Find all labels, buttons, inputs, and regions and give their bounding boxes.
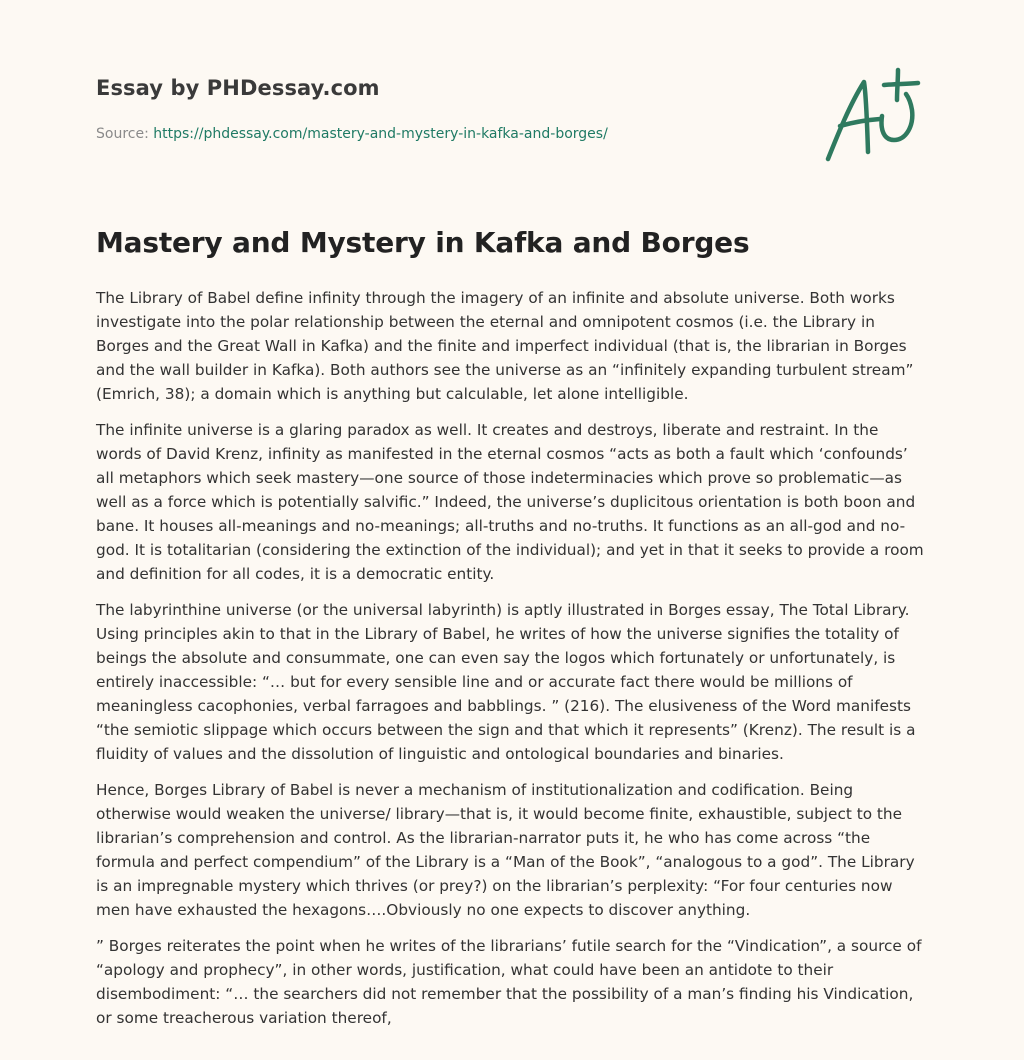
article-paragraph: The Library of Babel define infinity through the imagery of an infinite and absolute universe. Both works investigate into the polar relationship between the eternal and omnipotent cosmos (i.e. the Library in Borges and the Great Wall in Kafka) and the finite and imperfect individual (that is, the librarian in Borges and the wall builder in Kafka). Both authors see the universe as an “infinitely expanding turbulent stream” (Emrich, 38); a domain which is anything but calculable, let alone intelligible. bbox=[96, 289, 914, 403]
article-paragraph: The labyrinthine universe (or the universal labyrinth) is aptly illustrated in Borges essay, The Total Library. Using principles akin to that in the Library of Babel, he writes of how the universe signifies the totality of beings the absolute and consummate, one can even say the logos which fortunately or unfortunately, is entirely inaccessible: “… but for every sensible line and or accurate fact there would be millions of meaningless cacophonies, verbal farragoes and babblings. ” (216). The elusiveness of the Word manifests “the semiotic slippage which occurs between the sign and that which it represents” (Krenz). The result is a fluidity of values and the dissolution of linguistic and ontological boundaries and binaries. bbox=[96, 601, 916, 763]
site-title: Essay by PHDessay.com bbox=[96, 76, 380, 100]
source-link[interactable]: https://phdessay.com/mastery-and-mystery-in-kafka-and-borges/ bbox=[153, 126, 608, 142]
article-paragraph: The infinite universe is a glaring paradox as well. It creates and destroys, liberate and restraint. In the words of David Krenz, infinity as manifested in the eternal cosmos “acts as both a fault which ‘confounds’ all metaphors which seek mastery—one source of those indeterminacies which prove so problematic—as well as a force which is potentially salvific.” Indeed, the universe’s duplicitous orientation is both boon and bane. It houses all-meanings and no-meanings; all-truths and no-truths. It functions as an all-god and no-god. It is totalitarian (considering the extinction of the individual); and yet in that it seeks to provide a room and definition for all codes, it is a democratic entity. bbox=[96, 421, 924, 583]
source-label: Source: bbox=[96, 126, 154, 142]
article-title: Mastery and Mystery in Kafka and Borges bbox=[96, 226, 750, 259]
a-plus-logo-icon bbox=[820, 64, 930, 164]
article-paragraph: ” Borges reiterates the point when he writes of the librarians’ futile search for the “Vindication”, a source of “apology and prophecy”, in other words, justification, what could have been an antidote to their disembodiment: “… the searchers did not remember that the possibility of a man’s finding his Vindication, or some treacherous variation thereof, bbox=[96, 937, 922, 1027]
a-plus-logo bbox=[820, 64, 930, 164]
article-paragraph: Hence, Borges Library of Babel is never a mechanism of institutionalization and codification. Being otherwise would weaken the universe/ library—that is, it would become finite, exhaustible, subject to the librarian’s comprehension and control. As the librarian-narrator puts it, he who has come across “the formula and perfect compendium” of the Library is a “Man of the Book”, “analogous to a god”. The Library is an impregnable mystery which thrives (or prey?) on the librarian’s perplexity: “For four centuries now men have exhausted the hexagons….Obviously no one expects to discover anything. bbox=[96, 781, 915, 919]
page-header bbox=[96, 76, 796, 142]
source-line bbox=[96, 126, 796, 142]
article-body bbox=[96, 286, 928, 1042]
